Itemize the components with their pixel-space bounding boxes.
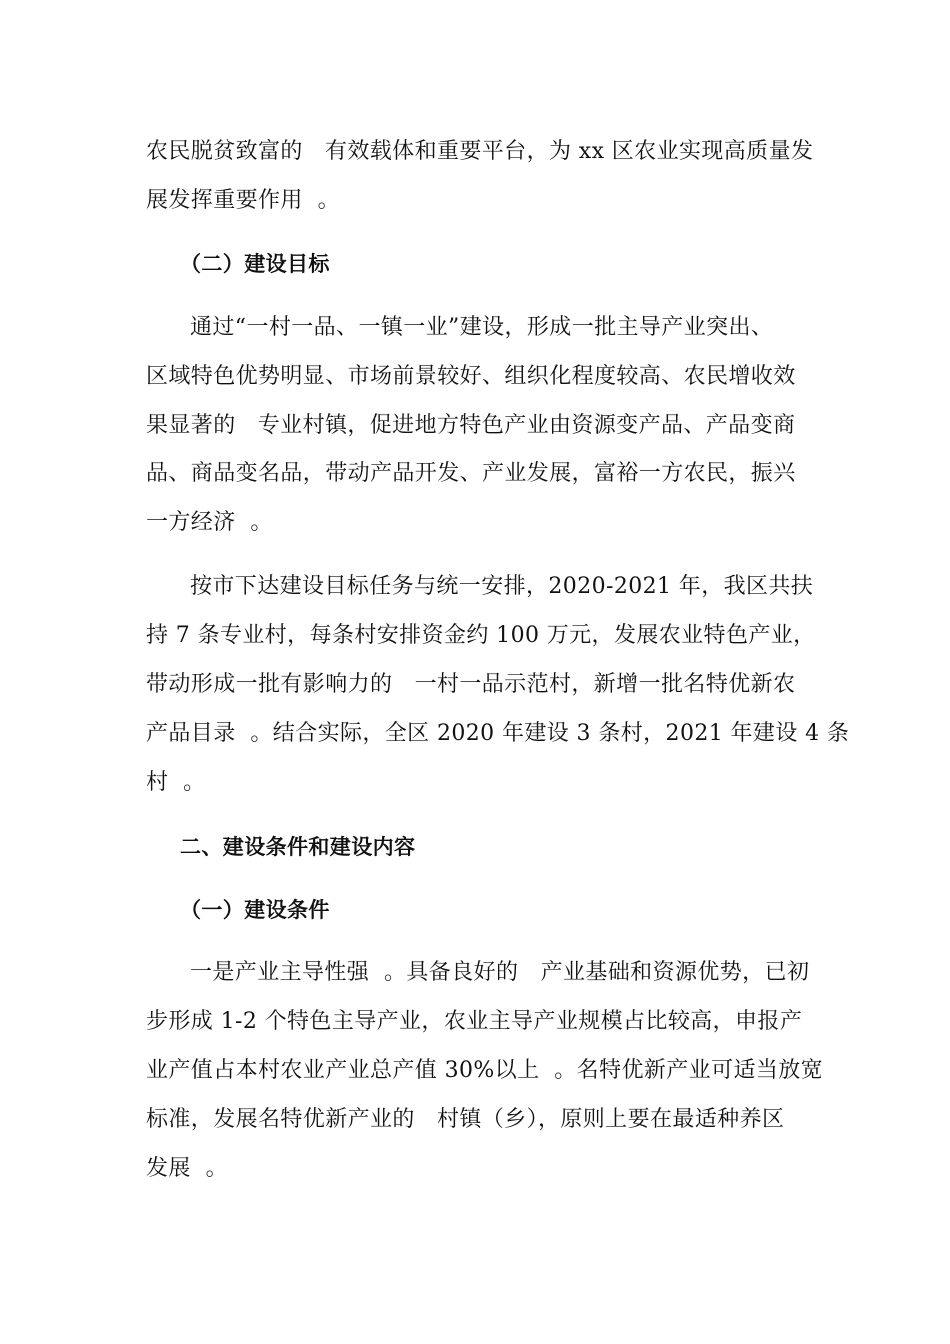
section-heading-conditions-content: 二、建设条件和建设内容 [180,835,416,859]
paragraph-line: 村 。 [146,770,206,795]
paragraph-line: 持 7 条专业村，每条村安排资金约 100 万元，发展农业特色产业， [146,623,816,648]
paragraph-line: 带动形成一批有影响力的 一村一品示范村，新增一批名特优新农 [146,672,796,697]
paragraph-line: 一方经济 。 [146,510,273,535]
paragraph-line: 区域特色优势明显、市场前景较好、组织化程度较高、农民增收效 [146,364,796,389]
paragraph-line: 步形成 1-2 个特色主导产业，农业主导产业规模占比较高，申报产 [146,1009,803,1034]
paragraph-line: 标准，发展名特优新产业的 村镇（乡），原则上要在最适种养区 [146,1107,785,1132]
paragraph-line: 品、商品变名品，带动产品开发、产业发展，富裕一方农民，振兴 [146,461,796,486]
paragraph-line: 发展 。 [146,1156,228,1181]
section-heading-goal: （二）建设目标 [180,252,330,276]
paragraph-line: 产品目录 。结合实际，全区 2020 年建设 3 条村，2021 年建设 4 条 [146,721,850,746]
paragraph-line: 展发挥重要作用 。 [146,188,340,213]
section-heading-conditions: （一）建设条件 [180,898,330,922]
paragraph-line: 业产值占本村农业产业总产值 30%以上 。名特优新产业可适当放宽 [146,1058,824,1083]
paragraph-line: 通过“一村一品、一镇一业”建设，形成一批主导产业突出、 [190,315,774,340]
paragraph-line: 一是产业主导性强 。具备良好的 产业基础和资源优势，已初 [190,960,810,985]
paragraph-line: 按市下达建设目标任务与统一安排，2020-2021 年，我区共扶 [190,574,814,599]
paragraph-line: 农民脱贫致富的 有效载体和重要平台，为 xx 区农业实现高质量发 [146,139,814,164]
paragraph-line: 果显著的 专业村镇，促进地方特色产业由资源变产品、产品变商 [146,413,796,438]
